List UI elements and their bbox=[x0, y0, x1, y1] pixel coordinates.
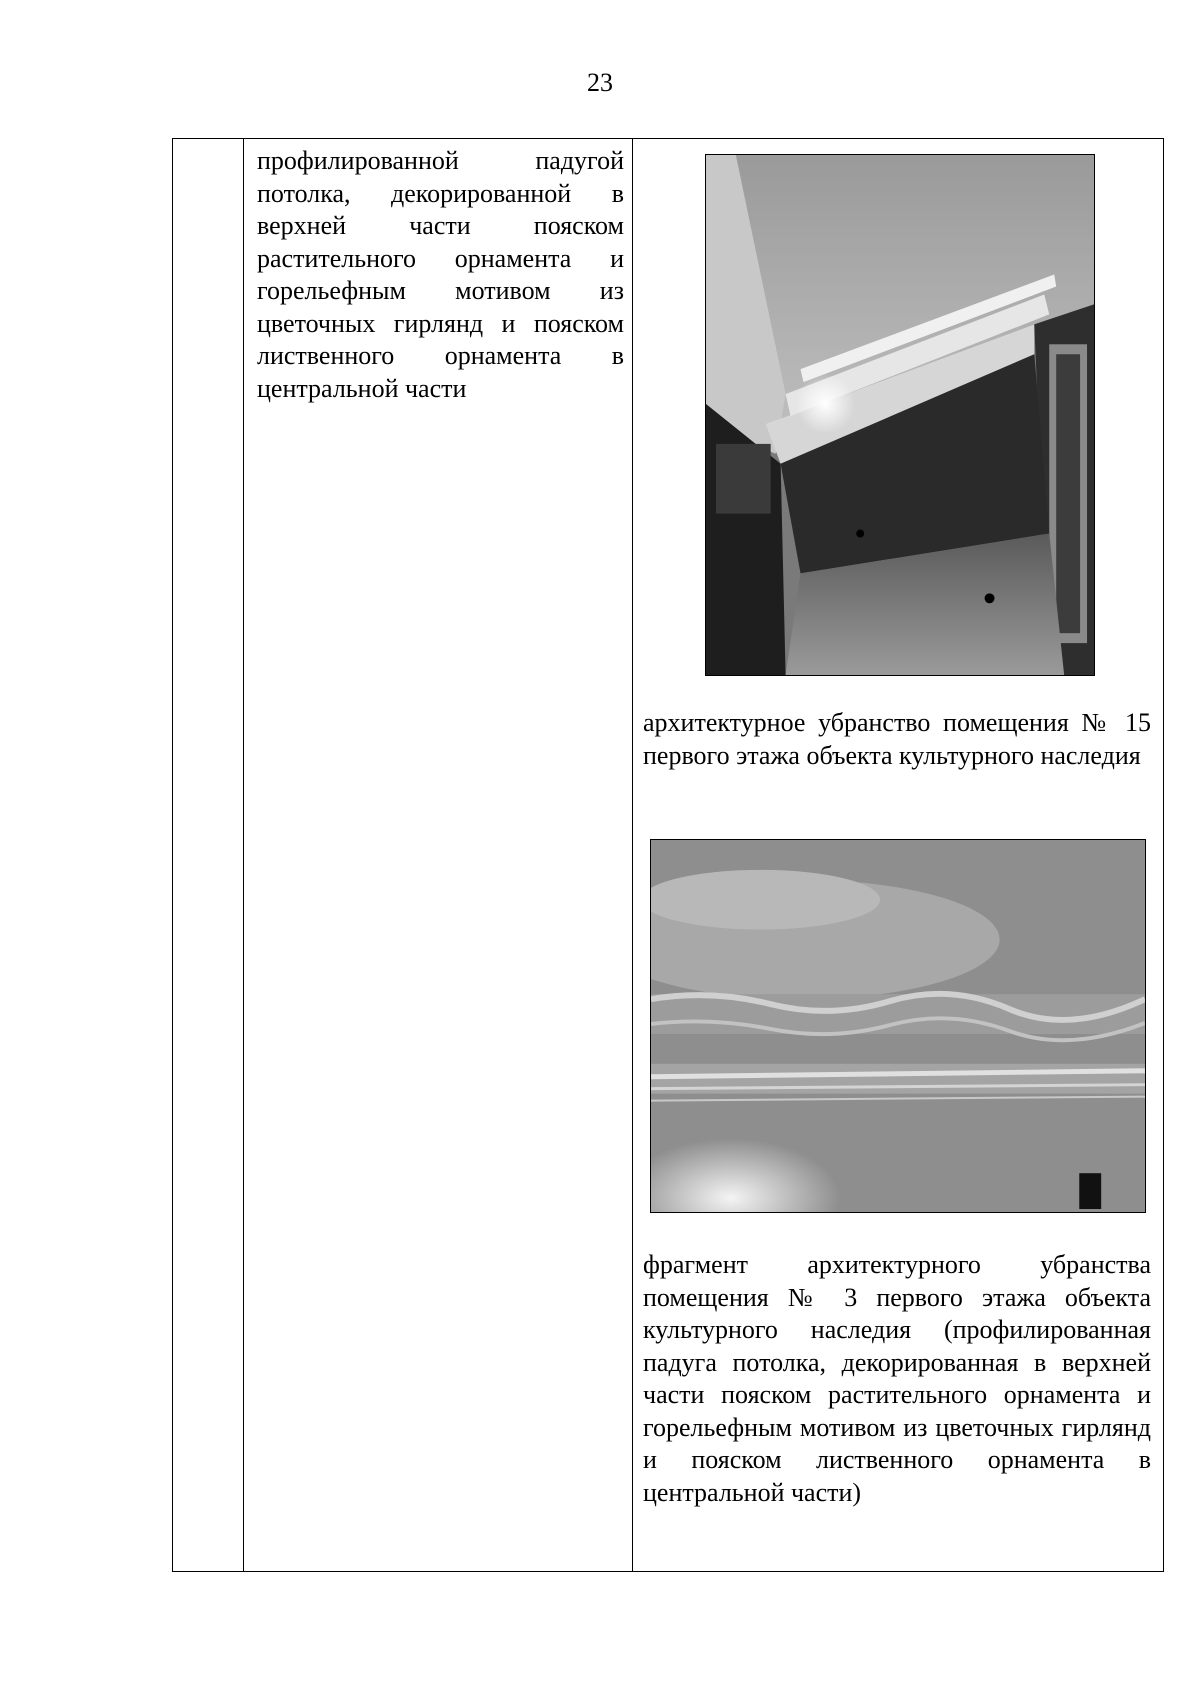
room-3-cornice-photo bbox=[650, 839, 1146, 1213]
room-15-photo bbox=[705, 154, 1095, 676]
description-text: профилированной падугой потолка, декорированной в верхней части пояском растительного орнамента и горельефным мотивом из цветочных гирлянд и пояском лиственного орнамента в центральной части bbox=[257, 146, 624, 403]
room-3-cornice-photo-image bbox=[651, 840, 1145, 1212]
page-number: 23 bbox=[587, 68, 613, 97]
description-cell bbox=[257, 145, 624, 405]
room-15-photo-image bbox=[706, 155, 1094, 675]
column-divider bbox=[243, 139, 244, 1571]
room-15-photo-caption: архитектурное убранство помещения № 15 первого этажа объекта культурного наследия bbox=[643, 708, 1151, 770]
room-3-cornice-photo-caption: фрагмент архитектурного убранства помещения № 3 первого этажа объекта культурного наследия (профилированная падуга потолка, декорированная в верхней части пояском растительного орнамента и горельефным мотивом из цветочных гирлянд и пояском лиственного орнамента в центральной части) bbox=[643, 1250, 1151, 1507]
column-divider bbox=[632, 139, 633, 1571]
document-table bbox=[172, 138, 1164, 1572]
